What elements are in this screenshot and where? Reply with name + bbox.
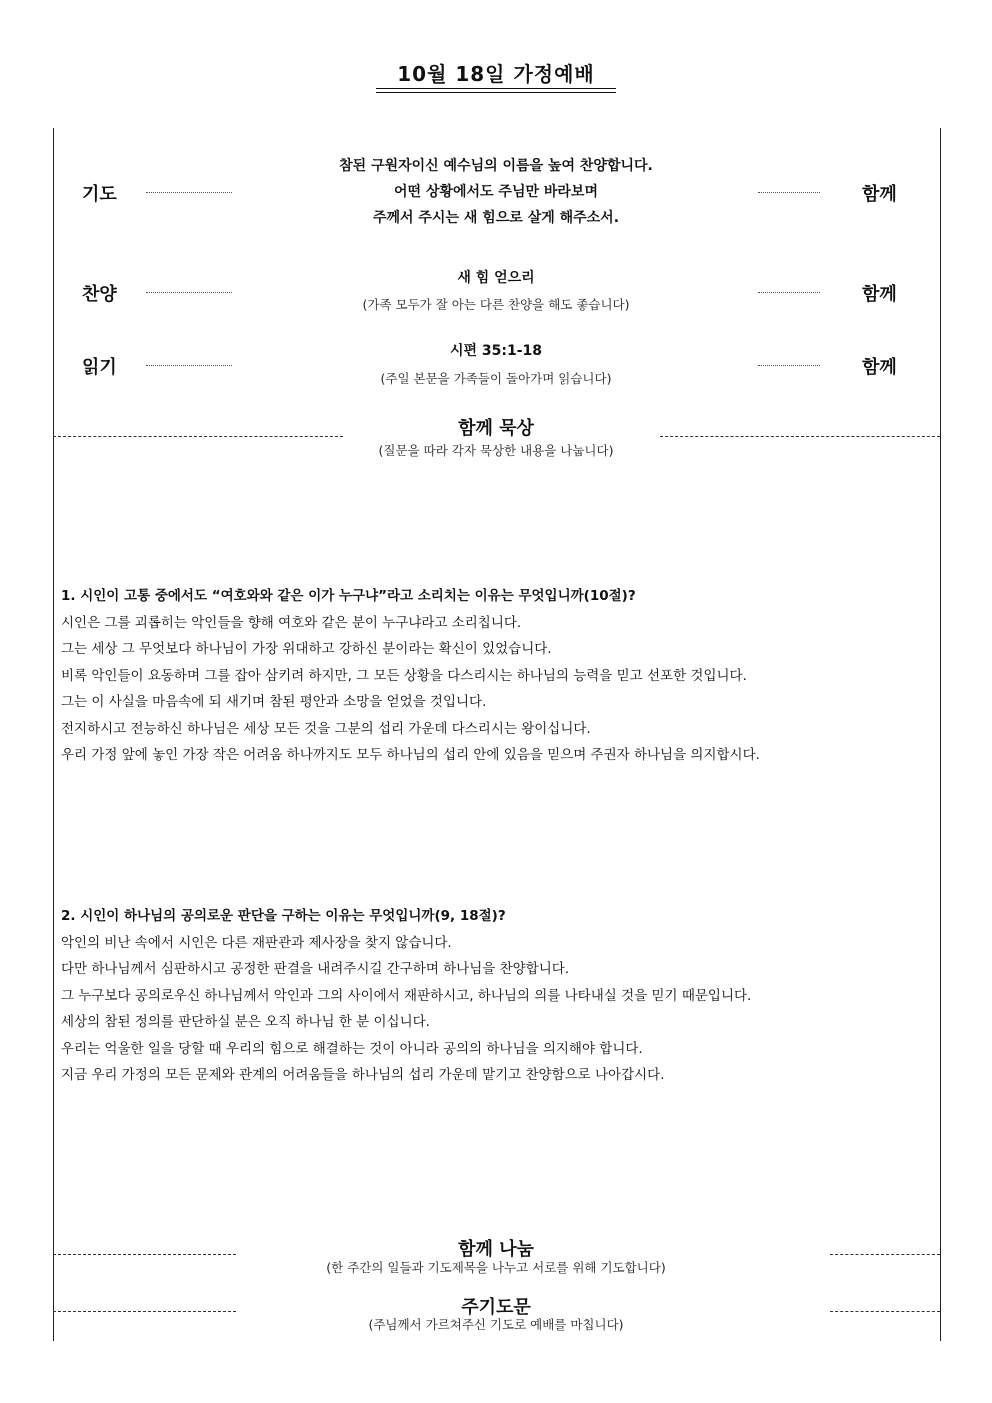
prayer-line-2: 어떤 상황에서도 주님만 바라보며 bbox=[394, 184, 598, 200]
lords-prayer-divider-right bbox=[830, 1311, 940, 1312]
reading-who: 함께 bbox=[862, 357, 897, 378]
reading-leader-dots-left bbox=[146, 365, 232, 366]
sharing-note: (한 주간의 일들과 기도제목을 나누고 서로를 위해 기도합니다) bbox=[326, 1260, 666, 1275]
answer-line: 시인은 그를 괴롭히는 악인들을 향해 여호와 같은 분이 누구냐라고 소리칩니다. bbox=[61, 614, 522, 631]
reading-note: (주일 본문을 가족들이 돌아가며 읽습니다) bbox=[380, 371, 612, 386]
praise-song-title: 새 힘 얻으리 bbox=[457, 270, 535, 286]
answer-line: 그는 이 사실을 마음속에 되 새기며 참된 평안과 소망을 얻었을 것입니다. bbox=[61, 694, 487, 710]
question-block-2 bbox=[61, 903, 941, 1089]
page-title: 10월 18일 가정예배 bbox=[397, 62, 595, 86]
answer-line: 우리 가정 앞에 놓인 가장 작은 어려움 하나까지도 모두 하나님의 섭리 안에 있음을 믿으며 주권자 하나님을 의지합시다. bbox=[61, 747, 760, 763]
reading-passage: 시편 35:1-18 bbox=[449, 343, 543, 359]
question-2: 2. 시인이 하나님의 공의로운 판단을 구하는 이유는 무엇입니까(9, 18절)? bbox=[61, 908, 506, 924]
sharing-divider-right bbox=[830, 1254, 940, 1255]
answer-line: 세상의 참된 정의를 판단하실 분은 오직 하나님 한 분 이십니다. bbox=[61, 1014, 430, 1030]
praise-note: (가족 모두가 잘 아는 다른 찬양을 해도 좋습니다) bbox=[362, 297, 630, 312]
praise-leader-dots-right bbox=[758, 292, 820, 293]
prayer-line-3: 주께서 주시는 새 힘으로 살게 해주소서. bbox=[372, 210, 620, 226]
prayer-label: 기도 bbox=[82, 184, 117, 205]
praise-leader-dots-left bbox=[146, 292, 232, 293]
left-border-line bbox=[53, 128, 54, 1341]
praise-label: 찬양 bbox=[82, 284, 117, 305]
answer-line: 그는 세상 그 무엇보다 하나님이 가장 위대하고 강하신 분이라는 확신이 있었습니다. bbox=[61, 641, 552, 657]
answer-line: 그 누구보다 공의로우신 하나님께서 악인과 그의 사이에서 재판하시고, 하나님의 의를 나타내실 것을 믿기 때문입니다. bbox=[61, 987, 752, 1004]
title-underline-top bbox=[376, 88, 616, 89]
prayer-leader-dots-right bbox=[758, 192, 820, 193]
sharing-title: 함께 나눔 bbox=[458, 1239, 534, 1260]
answer-line: 악인의 비난 속에서 시인은 다른 재판관과 제사장을 찾지 않습니다. bbox=[61, 934, 452, 951]
prayer-who: 함께 bbox=[862, 184, 897, 205]
prayer-leader-dots-left bbox=[146, 192, 232, 193]
answer-line: 비록 악인들이 요동하며 그를 잡아 삼키려 하지만, 그 모든 상황을 다스리시는 하나님의 능력을 믿고 선포한 것입니다. bbox=[61, 667, 747, 684]
reading-leader-dots-right bbox=[758, 365, 820, 366]
answer-line: 우리는 억울한 일을 당할 때 우리의 힘으로 해결하는 것이 아니라 공의의 하나님을 의지해야 합니다. bbox=[61, 1040, 643, 1057]
lords-prayer-note: (주님께서 가르쳐주신 기도로 예배를 마칩니다) bbox=[368, 1317, 624, 1332]
meditation-divider-right bbox=[660, 436, 940, 437]
answer-line: 전지하시고 전능하신 하나님은 세상 모든 것을 그분의 섭리 가운데 다스리시는 왕이십니다. bbox=[61, 720, 591, 737]
answer-line: 지금 우리 가정의 모든 문제와 관계의 어려움들을 하나님의 섭리 가운데 맡기고 찬양함으로 나아갑시다. bbox=[61, 1067, 665, 1083]
lords-prayer-title: 주기도문 bbox=[461, 1297, 531, 1318]
answer-line: 다만 하나님께서 심판하시고 공정한 판결을 내려주시길 간구하며 하나님을 찬양합니다. bbox=[61, 961, 570, 977]
prayer-text bbox=[232, 153, 760, 231]
prayer-line-1: 참된 구원자이신 예수님의 이름을 높여 찬양합니다. bbox=[339, 158, 653, 174]
question-1: 1. 시인이 고통 중에서도 “여호와와 같은 이가 누구냐”라고 소리치는 이유는 무엇입니까(10절)? bbox=[61, 588, 636, 604]
reading-label: 읽기 bbox=[82, 357, 117, 378]
meditation-note: (질문을 따라 각자 묵상한 내용을 나눕니다) bbox=[378, 443, 614, 458]
question-block-1 bbox=[61, 583, 941, 769]
meditation-title: 함께 묵상 bbox=[458, 418, 534, 439]
title-underline-bottom bbox=[376, 92, 616, 93]
praise-who: 함께 bbox=[862, 284, 897, 305]
